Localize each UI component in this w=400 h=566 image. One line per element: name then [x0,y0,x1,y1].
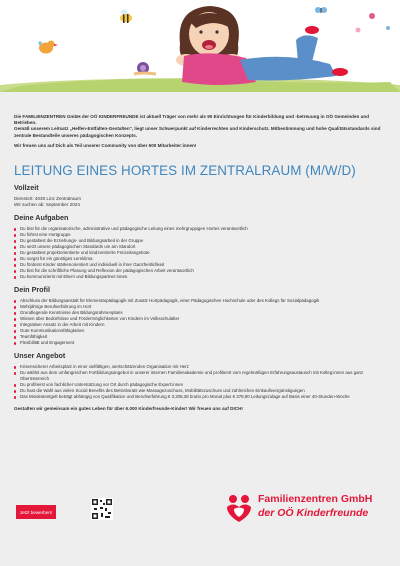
job-meta [14,196,386,208]
list-item: Du gestaltest die Erziehungs- und Bildungsarbeit in der Gruppe [14,238,386,244]
list-item: Du wählst aus dem umfangreichen Fortbildungsangebot in unserer internen Familienakademie und profitierst vom regelmäßigen Erfahrungsaustausch mit Kolleg:innen aus ganz Oberösterreich [14,370,386,382]
butterfly-icon [315,7,327,13]
list-item: Du sorgst für ein günstiges Lernklima [14,256,386,262]
profile-heading: Dein Profil [14,285,50,295]
list-item: Du führst eine Hortgruppe [14,232,386,238]
list-item: Du bist für die organisatorische, administrative und pädagogische Leitung eines mehrgruppigen Hortes verantwortlich [14,226,386,232]
bird-icon [38,41,58,54]
list-item: Du förderst Kinder stärkenorientiert und individuell in ihrer Ganzheitlichkeit [14,262,386,268]
list-item: Wissen über Bedürfnisse und Fördermöglichkeiten von Kindern im Volksschulalter [14,316,386,322]
location-text: Dienstort: 4030 Linz Zentralraum [14,196,81,202]
employment-type: Vollzeit [14,183,39,193]
intro-community-text: Wir freuen uns auf Dich als Teil unserer Community von über 600 Mitarbeiter:innen! [14,142,197,148]
list-item: Du hast die Wahl aus vielen Social Benefits des Betriebsrats wie Massagezuschuss, Mobilitätszuschuss und zahlreichen Einkaufsvergünstigungen [14,388,386,394]
offer-heading: Unser Angebot [14,351,66,361]
hero-illustration [0,0,400,92]
logo-line-2: der OÖ Kinderfreunde [258,507,369,519]
company-logo [224,491,394,527]
intro-text-2: Gemäß unserem Leitsatz „Helfen-Entfalten-Gestalten", liegt unser Schwerpunkt auf Kinderrechten und Kinderschutz. Mitbestimmung und hohe Qualitätsstandards sind zentrale Bestandteile unseres pädagogischen Konzepts. [14,126,381,138]
girl-illustration [0,0,400,92]
list-item: Mehrjährige Berufserfahrung im Hort [14,304,386,310]
intro-text-1: Die FAMILIENZENTREN GmbH der OÖ KINDERFREUNDE ist aktuell Träger von mehr als 90 Einrichtungen für Kinderbildung und -betreuung in OÖ Gemeinden und Betrieben. [14,114,370,126]
list-item: Flexibilität und Engagement [14,340,386,346]
offer-list [14,364,386,400]
start-date-text: Wir suchen ab: September 2024 [14,202,80,208]
qr-code[interactable] [91,498,113,520]
apply-button[interactable]: Jetzt bewerben! [16,505,56,519]
tasks-heading: Deine Aufgaben [14,213,69,223]
list-item: Teamfähigkeit [14,334,386,340]
flower-icon [356,13,391,33]
snail-icon [134,62,156,74]
list-item: Grundlegende Kenntnisse des Bildungsrahmenplans [14,310,386,316]
logo-line-1: Familienzentren GmbH [258,493,373,505]
list-item: Gute Kommunikationsfähigkeiten [14,328,386,334]
tasks-list [14,226,386,280]
kinderfreunde-logo-icon [224,493,254,523]
profile-list [14,298,386,346]
intro-section [14,114,386,149]
list-item: Du bist für die schriftliche Planung und Reflexion der pädagogischen Arbeit verantwortlich [14,268,386,274]
qr-code-icon [91,498,113,520]
list-item: Du setzt unsere pädagogischen Standards um am Standort [14,244,386,250]
main-content [14,114,386,411]
list-item: Krisensicherer Arbeitsplatz in einer vielfältigen, wertschätzenden Organisation mit Herz [14,364,386,370]
list-item: Abschluss der Bildungsanstalt für Elementarpädagogik mit Zusatz Hortpädagogik, einer Pädagogischen Hochschule oder des Kollegs für Sozialpädagogik [14,298,386,304]
page-title: LEITUNG EINES HORTES IM ZENTRALRAUM (M/W/D) [14,163,356,179]
list-item: Du kommunizierst mit Eltern und Bildungspartner:innen [14,274,386,280]
closing-text: Gestalten wir gemeinsam ein gutes Leben für über 6.000 Kinderfreunde-Kinder! Wir freuen uns auf DICH! [14,406,243,412]
list-item: Du profitierst von fachlicher Unterstützung vor Ort durch pädagogische Expert:innen [14,382,386,388]
list-item: Du gestaltest projektorientierte und kindzentrierte Freizeitangebote [14,250,386,256]
intro-text [14,114,386,139]
bee-icon [120,10,132,24]
list-item: Integrativer Ansatz in der Arbeit mit Kindern [14,322,386,328]
list-item: Das Mindestentgelt beträgt abhängig von Qualifikation und Berufserfahrung € 3.208,38 brutto pro Monat plus € 378,90 Leitungszulage auf Basis einer 40-Stunden-Woche [14,394,386,400]
